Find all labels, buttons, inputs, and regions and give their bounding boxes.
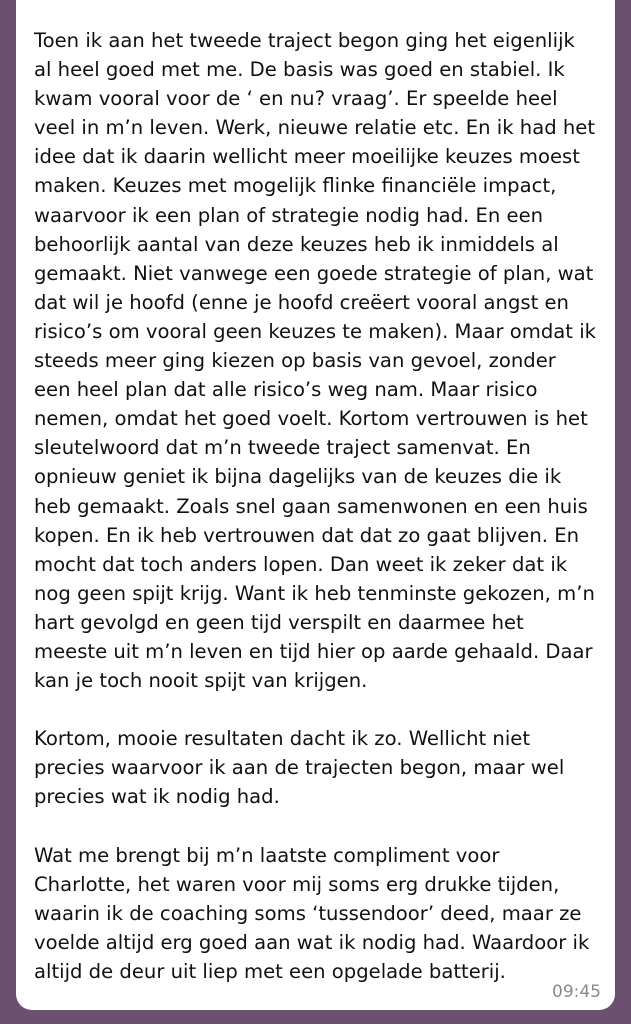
message-paragraph-2: Kortom, mooie resultaten dacht ik zo. Wellicht niet precies waarvoor ik aan de trajecten begon, maar wel precies wat ik nodig had.	[34, 727, 565, 809]
message-paragraph-1: Toen ik aan het tweede traject begon ging het eigenlijk al heel goed met me. De basis was goed en stabiel. Ik kwam vooral voor de ‘ en nu? vraag’. Er speelde heel veel in m’n leven. Werk, nieuwe relatie etc. En ik had het idee dat ik daarin wellicht meer moeilijke keuzes moest maken. Keuzes met mogelijk flinke financiële impact, waarvoor ik een plan of strategie nodig had. En een behoorlijk aantal van deze keuzes heb ik inmiddels al gemaakt. Niet vanwege een goede strategie of plan, wat dat wil je hoofd (enne je hoofd creëert vooral angst en risico’s om vooral geen keuzes te maken). Maar omdat ik steeds meer ging kiezen op basis van gevoel, zonder een heel plan dat alle risico’s weg nam. Maar risico nemen, omdat het goed voelt. Kortom vertrouwen is het sleutelwoord dat m’n tweede traject samenvat. En opnieuw geniet ik bijna dagelijks van de keuzes die ik heb gemaakt. Zoals snel gaan samenwonen en een huis kopen. En ik heb vertrouwen dat dat zo gaat blijven. En mocht dat toch anders lopen. Dan weet ik zeker dat ik nog geen spijt krijg. Want ik heb tenminste gekozen, m’n hart gevolgd en geen tijd verspilt en daarmee het meeste uit m’n leven en tijd hier op aarde gehaald. Daar kan je toch nooit spijt van krijgen.	[34, 29, 596, 693]
message-bubble[interactable]	[16, 0, 615, 1010]
message-paragraph-3: Wat me brengt bij m’n laatste compliment voor Charlotte, het waren voor mij soms erg drukke tijden, waarin ik de coaching soms ‘tussendoor’ deed, maar ze voelde altijd erg goed aan wat ik nodig had. Waardoor ik altijd de deur uit liep met een opgelade batterij.	[34, 843, 590, 983]
message-timestamp: 09:45	[552, 982, 601, 1002]
message-text	[34, 26, 597, 986]
